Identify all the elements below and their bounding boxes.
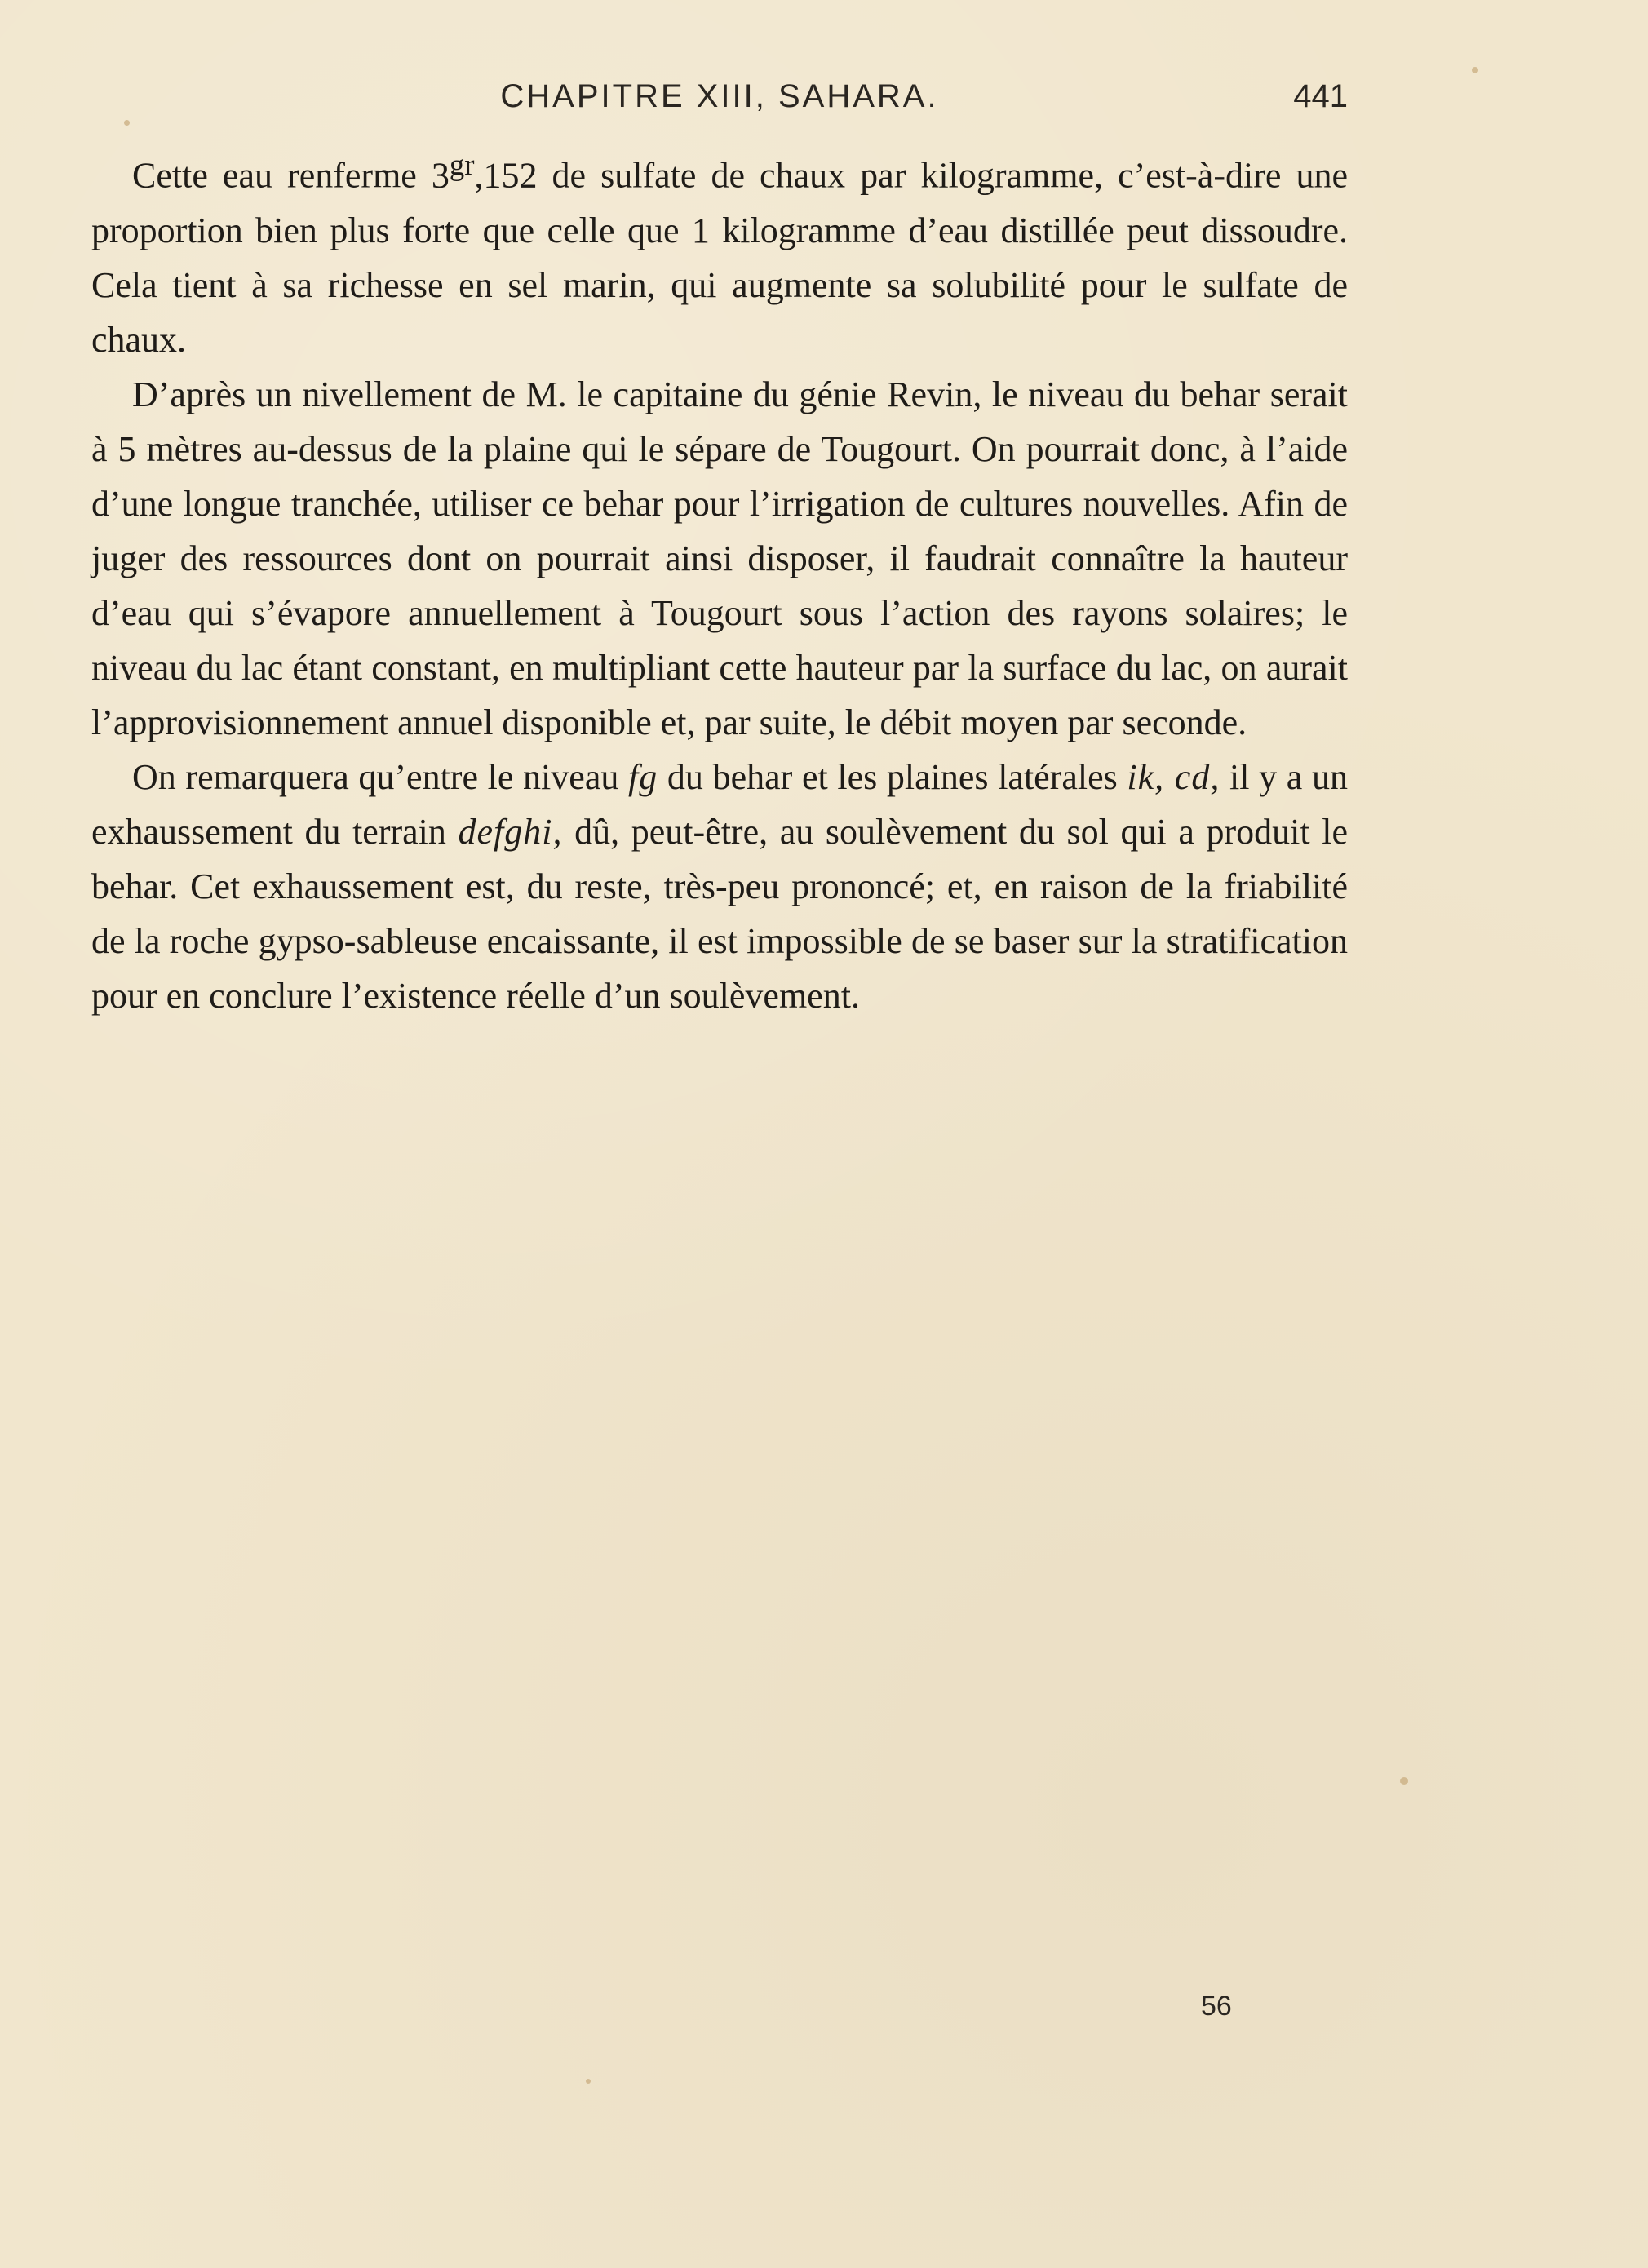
- paragraph-3: [91, 750, 1348, 1023]
- running-title: CHAPITRE XIII, SAHARA.: [500, 78, 939, 114]
- body-text: [91, 137, 1348, 1023]
- paragraph-1-superscript: gr: [449, 148, 475, 181]
- paragraph-3-italic-defghi: defghi,: [458, 811, 563, 852]
- paper-speck: [586, 2079, 591, 2084]
- paragraph-3-text-d: dû, peut-être, au soulèvement du sol qui a produit le behar. Cet exhaussement est, du reste, très-peu prononcé; et, en raison de la friabilité de la roche gypso-sableuse encaissante, il est impossible de se baser sur la stratification pour en conclure l’existence réelle d’un soulèvement.: [91, 811, 1348, 1016]
- paragraph-3-italic-ikcd: ik, cd,: [1127, 756, 1220, 797]
- paper-speck: [124, 120, 130, 126]
- paragraph-2: D’après un nivellement de M. le capitaine du génie Revin, le niveau du behar serait à 5 mètres au-dessus de la plaine qui le sépare de Tougourt. On pourrait donc, à l’aide d’une longue tranchée, utiliser ce behar pour l’irrigation de cultures nouvelles. Afin de juger des ressources dont on pourrait ainsi disposer, il faudrait connaître la hauteur d’eau qui s’évapore annuellement à Tougourt sous l’action des rayons solaires; le niveau du lac étant constant, en multipliant cette hauteur par la surface du lac, on aurait l’approvisionnement annuel disponible et, par suite, le débit moyen par seconde.: [91, 374, 1348, 742]
- paragraph-3-italic-fg: fg: [628, 756, 658, 797]
- folio-number: 56: [1201, 1991, 1232, 2022]
- page-number: 441: [1293, 78, 1348, 114]
- paragraph-1-text-a: Cette eau renferme 3: [132, 155, 450, 196]
- paper-speck: [1400, 1777, 1408, 1785]
- paper-speck: [1472, 67, 1478, 73]
- paragraph-3-text-b: du behar et les plaines latérales: [658, 756, 1127, 797]
- paragraph-3-text-c: il y a un exhaussement du terrain: [91, 756, 1348, 852]
- paragraph-1: [91, 137, 1348, 367]
- paragraph-3-text-a: On remarquera qu’entre le niveau: [132, 756, 629, 797]
- page-header: [91, 72, 1348, 121]
- paragraph-1-text-b: ,152 de sulfate de chaux par kilogramme, c’est-à-dire une proportion bien plus forte que celle que 1 kilogramme d’eau distillée peut dissoudre. Cela tient à sa richesse en sel marin, qui augmente sa solubilité pour le sulfate de chaux.: [91, 155, 1348, 360]
